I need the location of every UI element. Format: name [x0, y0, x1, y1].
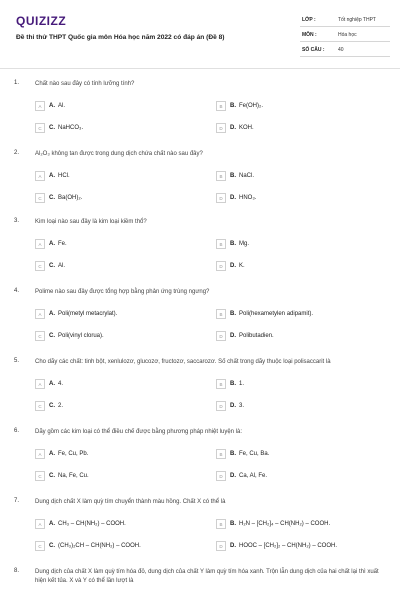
option-text: Fe, Cu, Pb.: [58, 451, 89, 457]
option-letter: C.: [49, 403, 55, 409]
header-divider: [0, 68, 400, 69]
option-label: [49, 451, 88, 457]
answer-option-a[interactable]: [35, 518, 126, 530]
option-checkbox[interactable]: C: [35, 331, 45, 341]
option-letter: B.: [230, 521, 236, 527]
option-checkbox[interactable]: D: [216, 261, 226, 271]
option-checkbox[interactable]: C: [35, 471, 45, 481]
question-text: Dung dịch của chất X làm quỳ tím hóa đỏ, dung dịch của chất Y làm quỳ tím hóa xanh. Trộn lẫn dung dịch của hai chất lại thì xuất hiện kết tủa. X và Y có thể lần lượt là: [35, 569, 379, 584]
option-text: Na, Fe, Cu.: [58, 473, 89, 479]
answer-option-b[interactable]: [216, 378, 244, 390]
option-checkbox[interactable]: A: [35, 379, 45, 389]
answer-option-a[interactable]: [35, 170, 70, 182]
option-checkbox[interactable]: D: [216, 471, 226, 481]
question-number: 6.: [14, 428, 20, 434]
option-label: [230, 473, 267, 479]
option-checkbox[interactable]: A: [35, 449, 45, 459]
option-letter: D.: [230, 543, 236, 549]
option-label: [49, 173, 70, 179]
option-checkbox[interactable]: C: [35, 123, 45, 133]
option-text: Fe, Cu, Ba.: [239, 451, 270, 457]
option-checkbox[interactable]: B: [216, 379, 226, 389]
option-label: [230, 451, 269, 457]
question-number: 8.: [14, 568, 20, 574]
option-letter: D.: [230, 473, 236, 479]
option-checkbox[interactable]: A: [35, 171, 45, 181]
answer-option-a[interactable]: [35, 378, 63, 390]
option-text: Poli(hexametylen adipamit).: [239, 311, 314, 317]
option-letter: A.: [49, 173, 55, 179]
meta-row-class: [300, 14, 390, 27]
option-letter: C.: [49, 473, 55, 479]
option-label: [49, 125, 83, 131]
option-text: 4.: [58, 381, 64, 387]
option-letter: C.: [49, 195, 55, 201]
option-text: 2.: [58, 403, 64, 409]
option-checkbox[interactable]: B: [216, 449, 226, 459]
option-label: [49, 311, 117, 317]
answer-option-c[interactable]: [35, 330, 104, 342]
option-checkbox[interactable]: D: [216, 331, 226, 341]
worksheet-header: [0, 0, 400, 70]
question-number: 7.: [14, 498, 20, 504]
option-checkbox[interactable]: C: [35, 261, 45, 271]
option-checkbox[interactable]: D: [216, 541, 226, 551]
question-text: Cho dãy các chất: tinh bột, xenlulozơ, glucozơ, fructozơ, saccarozơ. Số chất trong dãy thuộc loại polisaccarit là: [35, 359, 331, 365]
option-label: [49, 381, 63, 387]
option-label: [230, 381, 244, 387]
answer-option-c[interactable]: [35, 540, 141, 552]
option-letter: D.: [230, 195, 236, 201]
meta-key: SỐ CÂU :: [302, 47, 325, 53]
option-letter: B.: [230, 103, 236, 109]
answer-option-b[interactable]: [216, 238, 249, 250]
option-text: HCl.: [58, 173, 70, 179]
option-label: [49, 195, 82, 201]
option-checkbox[interactable]: D: [216, 193, 226, 203]
answer-option-c[interactable]: [35, 122, 83, 134]
option-letter: C.: [49, 263, 55, 269]
meta-value: Hóa học: [338, 32, 357, 38]
question-text: Kim loại nào sau đây là kim loại kiềm thổ?: [35, 219, 147, 225]
question-number: 2.: [14, 150, 20, 156]
question-text: Dung dịch chất X làm quỳ tím chuyển thành màu hồng. Chất X có thể là: [35, 499, 226, 505]
option-text: 1.: [239, 381, 245, 387]
option-checkbox[interactable]: C: [35, 193, 45, 203]
option-text: Fe(OH)₂.: [239, 103, 263, 109]
answer-option-b[interactable]: [216, 448, 269, 460]
option-text: Al.: [58, 103, 66, 109]
option-text: Ca, Al, Fe.: [239, 473, 268, 479]
answer-option-a[interactable]: [35, 100, 65, 112]
option-letter: C.: [49, 543, 55, 549]
option-checkbox[interactable]: A: [35, 239, 45, 249]
option-checkbox[interactable]: C: [35, 401, 45, 411]
option-letter: A.: [49, 311, 55, 317]
answer-option-a[interactable]: [35, 238, 67, 250]
question-text: Al₂O₃ không tan được trong dung dịch chứa chất nào sau đây?: [35, 151, 203, 157]
option-letter: A.: [49, 521, 55, 527]
meta-row-count: [300, 44, 390, 57]
answer-option-b[interactable]: [216, 170, 254, 182]
option-text: Ba(OH)₂.: [58, 195, 83, 201]
option-checkbox[interactable]: D: [216, 401, 226, 411]
option-letter: B.: [230, 311, 236, 317]
answer-option-a[interactable]: [35, 308, 117, 320]
answer-option-d[interactable]: [216, 330, 274, 342]
option-checkbox[interactable]: A: [35, 519, 45, 529]
question-text: Dãy gồm các kim loại có thể điều chế được bằng phương pháp nhiệt luyện là:: [35, 429, 243, 435]
option-letter: A.: [49, 241, 55, 247]
answer-option-d[interactable]: [216, 540, 337, 552]
meta-key: LỚP :: [302, 17, 316, 23]
option-text: Poli(vinyl clorua).: [58, 333, 104, 339]
option-letter: A.: [49, 381, 55, 387]
meta-key: MÔN :: [302, 32, 317, 38]
option-letter: B.: [230, 241, 236, 247]
question-text: Chất nào sau đây có tính lưỡng tính?: [35, 81, 135, 87]
answer-option-b[interactable]: [216, 518, 330, 530]
option-label: [230, 125, 254, 131]
option-text: HOOC – [CH₂]₂ – CH(NH₂) – COOH.: [239, 543, 337, 549]
question-number: 4.: [14, 288, 20, 294]
option-label: [230, 333, 274, 339]
option-text: Fe.: [58, 241, 67, 247]
meta-value: Tốt nghiệp THPT: [338, 17, 376, 23]
option-text: Poli(metyl metacrylat).: [58, 311, 118, 317]
worksheet-title: Đề thi thử THPT Quốc gia môn Hóa học năm 2022 có đáp án (Đề 8): [16, 34, 225, 41]
option-label: [230, 103, 263, 109]
option-text: (CH₃)₂CH – CH(NH₂) – COOH.: [58, 543, 141, 549]
option-text: Al.: [58, 263, 66, 269]
option-letter: B.: [230, 451, 236, 457]
option-letter: D.: [230, 403, 236, 409]
answer-option-c[interactable]: [35, 192, 82, 204]
option-label: [49, 241, 67, 247]
option-checkbox[interactable]: B: [216, 171, 226, 181]
option-text: HNO₃.: [239, 195, 257, 201]
quizizz-logo: QUIZIZZ: [16, 14, 67, 28]
option-checkbox[interactable]: A: [35, 309, 45, 319]
option-text: 3.: [239, 403, 245, 409]
answer-option-d[interactable]: [216, 470, 267, 482]
option-letter: A.: [49, 103, 55, 109]
option-text: H₂N – [CH₂]₄ – CH(NH₂) – COOH.: [239, 521, 331, 527]
option-label: [230, 263, 245, 269]
worksheet-meta: [300, 14, 390, 59]
answer-option-d[interactable]: [216, 260, 245, 272]
option-label: [49, 543, 141, 549]
meta-value: 40: [338, 47, 344, 53]
answer-option-d[interactable]: [216, 122, 254, 134]
option-letter: C.: [49, 125, 55, 131]
question-number: 5.: [14, 358, 20, 364]
option-letter: A.: [49, 451, 55, 457]
option-text: KOH.: [239, 125, 254, 131]
answer-option-c[interactable]: [35, 400, 63, 412]
answer-option-c[interactable]: [35, 470, 89, 482]
option-checkbox[interactable]: C: [35, 541, 45, 551]
answer-option-b[interactable]: [216, 100, 263, 112]
option-checkbox[interactable]: B: [216, 101, 226, 111]
option-text: CH₃ – CH(NH₂) – COOH.: [58, 521, 126, 527]
option-label: [49, 263, 65, 269]
option-letter: D.: [230, 125, 236, 131]
option-label: [49, 521, 126, 527]
answer-option-d[interactable]: [216, 192, 256, 204]
question-number: 1.: [14, 80, 20, 86]
option-label: [230, 403, 244, 409]
question-number: 3.: [14, 218, 20, 224]
answer-option-d[interactable]: [216, 400, 244, 412]
meta-row-subject: [300, 29, 390, 42]
option-label: [230, 311, 313, 317]
option-checkbox[interactable]: B: [216, 239, 226, 249]
option-letter: C.: [49, 333, 55, 339]
option-text: Polibutadien.: [239, 333, 274, 339]
option-checkbox[interactable]: B: [216, 519, 226, 529]
option-label: [49, 333, 104, 339]
option-letter: D.: [230, 333, 236, 339]
option-checkbox[interactable]: B: [216, 309, 226, 319]
option-label: [230, 173, 254, 179]
option-checkbox[interactable]: A: [35, 101, 45, 111]
option-label: [230, 241, 249, 247]
answer-option-b[interactable]: [216, 308, 313, 320]
option-label: [230, 195, 256, 201]
option-text: NaHCO₃.: [58, 125, 84, 131]
option-checkbox[interactable]: D: [216, 123, 226, 133]
option-label: [49, 473, 89, 479]
option-label: [49, 103, 65, 109]
option-label: [49, 403, 63, 409]
answer-option-c[interactable]: [35, 260, 65, 272]
option-text: K.: [239, 263, 245, 269]
option-label: [230, 521, 330, 527]
option-letter: B.: [230, 173, 236, 179]
option-text: NaCl.: [239, 173, 255, 179]
option-text: Mg.: [239, 241, 250, 247]
option-letter: D.: [230, 263, 236, 269]
answer-option-a[interactable]: [35, 448, 88, 460]
question-text: Polime nào sau đây được tổng hợp bằng phản ứng trùng ngưng?: [35, 289, 210, 295]
option-label: [230, 543, 337, 549]
option-letter: B.: [230, 381, 236, 387]
